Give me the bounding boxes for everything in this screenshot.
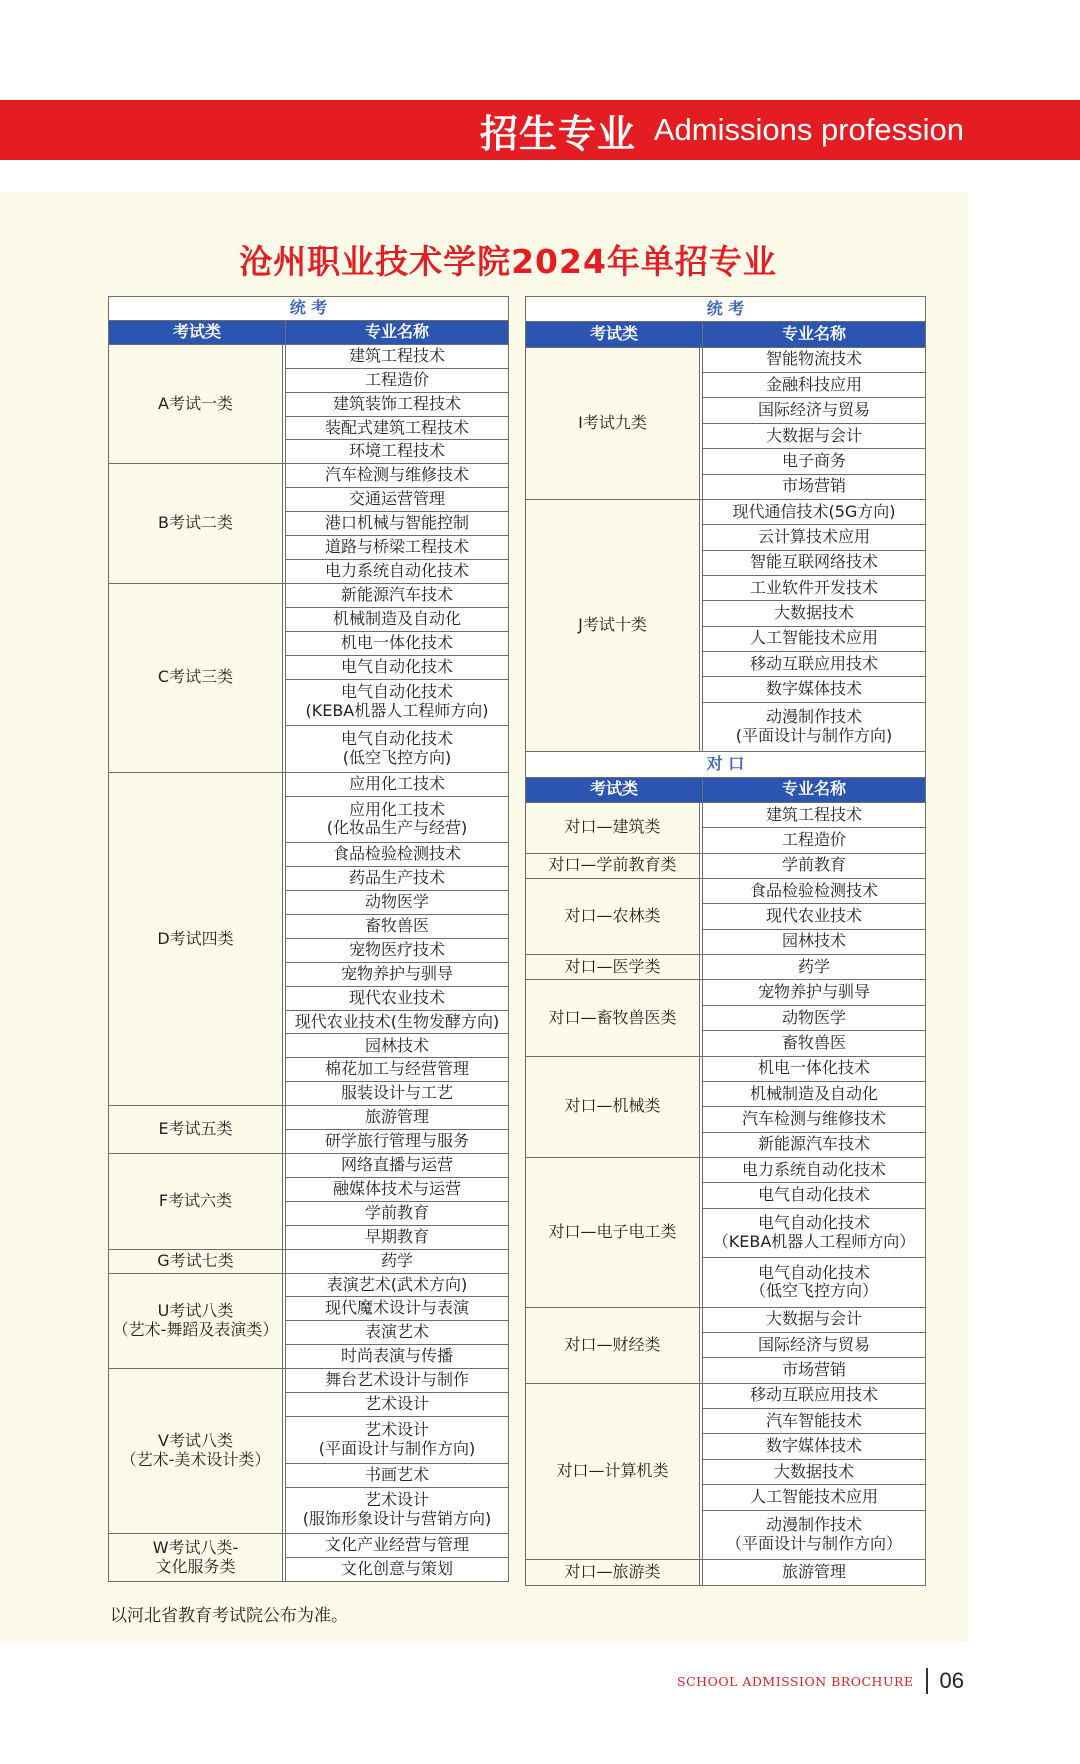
major-name: 表演艺术(武术方向) — [286, 1273, 509, 1297]
exam-category: F考试六类 — [109, 1154, 283, 1250]
major-name: 艺术设计 (服饰形象设计与营销方向) — [286, 1487, 509, 1534]
exam-category: C考试三类 — [109, 583, 283, 772]
major-name: 艺术设计 (平面设计与制作方向) — [286, 1416, 509, 1463]
exam-category: G考试七类 — [109, 1249, 283, 1273]
major-name: 宠物养护与驯导 — [286, 962, 509, 986]
major-name: 动漫制作技术 （平面设计与制作方向） — [703, 1510, 926, 1559]
major-name: 食品检验检测技术 — [703, 879, 926, 904]
major-name: 旅游管理 — [286, 1106, 509, 1130]
column-header-category: 考试类 — [109, 320, 286, 344]
major-name: 融媒体技术与运营 — [286, 1177, 509, 1201]
major-name: 建筑工程技术 — [703, 802, 926, 827]
major-name: 交通运营管理 — [286, 488, 509, 512]
major-name: 研学旅行管理与服务 — [286, 1130, 509, 1154]
table-row — [109, 1249, 509, 1273]
table-row — [109, 1369, 509, 1393]
major-name: 移动互联应用技术 — [703, 1383, 926, 1408]
major-name: 人工智能技术应用 — [703, 1485, 926, 1510]
exam-category: 对口—农林类 — [526, 879, 700, 955]
section-row — [526, 297, 926, 322]
major-name: 道路与桥梁工程技术 — [286, 536, 509, 560]
table-row — [526, 802, 926, 827]
major-name: 电气自动化技术 (低空飞控方向) — [286, 726, 509, 773]
table-row — [526, 980, 926, 1005]
exam-category: B考试二类 — [109, 464, 283, 584]
major-name: 时尚表演与传播 — [286, 1345, 509, 1369]
major-name: 机电一体化技术 — [286, 631, 509, 655]
exam-category: 对口—医学类 — [526, 955, 700, 980]
major-name: 药学 — [703, 955, 926, 980]
major-name: 药学 — [286, 1249, 509, 1273]
section-row — [526, 752, 926, 777]
major-name: 舞台艺术设计与制作 — [286, 1369, 509, 1393]
major-name: 旅游管理 — [703, 1559, 926, 1585]
major-name: 智能互联网络技术 — [703, 550, 926, 575]
major-name: 大数据与会计 — [703, 1307, 926, 1332]
table-row — [526, 1559, 926, 1585]
major-name: 建筑工程技术 — [286, 344, 509, 368]
page-number: 06 — [939, 1668, 964, 1693]
header-banner — [0, 100, 1080, 160]
major-name: 宠物养护与驯导 — [703, 980, 926, 1005]
major-name: 文化创意与策划 — [286, 1558, 509, 1582]
major-name: 电气自动化技术 （低空飞控方向） — [703, 1258, 926, 1307]
major-name: 国际经济与贸易 — [703, 398, 926, 423]
major-name: 装配式建筑工程技术 — [286, 416, 509, 440]
major-name: 棉花加工与经营管理 — [286, 1058, 509, 1082]
major-name: 学前教育 — [703, 853, 926, 878]
column-header-major: 专业名称 — [703, 777, 926, 802]
table-row — [526, 347, 926, 372]
major-name: 港口机械与智能控制 — [286, 512, 509, 536]
footer-divider — [926, 1668, 928, 1694]
table-row — [109, 344, 509, 368]
major-name: 国际经济与贸易 — [703, 1332, 926, 1357]
major-name: 应用化工技术 — [286, 772, 509, 796]
major-name: 市场营销 — [703, 474, 926, 499]
exam-category: I考试九类 — [526, 347, 700, 499]
left-majors-table — [108, 296, 509, 1582]
table-row — [526, 853, 926, 878]
major-name: 动漫制作技术 (平面设计与制作方向) — [703, 702, 926, 751]
table-row — [109, 464, 509, 488]
page-footer — [677, 1668, 964, 1694]
major-name: 工业软件开发技术 — [703, 575, 926, 600]
major-name: 药品生产技术 — [286, 867, 509, 891]
major-name: 畜牧兽医 — [703, 1031, 926, 1056]
table-row — [526, 1157, 926, 1182]
major-name: 云计算技术应用 — [703, 525, 926, 550]
major-name: 汽车检测与维修技术 — [703, 1107, 926, 1132]
major-name: 电力系统自动化技术 — [286, 559, 509, 583]
major-name: 电子商务 — [703, 449, 926, 474]
major-name: 环境工程技术 — [286, 440, 509, 464]
major-name: 现代农业技术(生物发酵方向) — [286, 1010, 509, 1034]
major-name: 宠物医疗技术 — [286, 938, 509, 962]
major-name: 新能源汽车技术 — [703, 1132, 926, 1157]
column-header-row — [526, 322, 926, 347]
table-row — [526, 879, 926, 904]
major-name: 文化产业经营与管理 — [286, 1534, 509, 1558]
table-row — [109, 1154, 509, 1178]
exam-category: J考试十类 — [526, 499, 700, 751]
major-name: 大数据技术 — [703, 601, 926, 626]
major-name: 大数据与会计 — [703, 423, 926, 448]
major-name: 电气自动化技术 — [703, 1183, 926, 1208]
exam-category: 对口—电子电工类 — [526, 1157, 700, 1307]
footnote: 以河北省教育考试院公布为准。 — [110, 1606, 348, 1626]
major-name: 新能源汽车技术 — [286, 583, 509, 607]
major-name: 大数据技术 — [703, 1459, 926, 1484]
major-name: 金融科技应用 — [703, 373, 926, 398]
table-row — [109, 1273, 509, 1297]
right-majors-table — [525, 296, 926, 1586]
exam-category: 对口—学前教育类 — [526, 853, 700, 878]
major-name: 数字媒体技术 — [703, 677, 926, 702]
major-name: 智能物流技术 — [703, 347, 926, 372]
table-row — [526, 499, 926, 524]
table-row — [109, 1106, 509, 1130]
section-label: 统 考 — [109, 297, 509, 321]
exam-category: D考试四类 — [109, 772, 283, 1105]
column-header-category: 考试类 — [526, 322, 703, 347]
table-row — [526, 1307, 926, 1332]
section-row — [109, 297, 509, 321]
exam-category: 对口—财经类 — [526, 1307, 700, 1383]
major-name: 工程造价 — [703, 828, 926, 853]
major-name: 人工智能技术应用 — [703, 626, 926, 651]
major-name: 服装设计与工艺 — [286, 1082, 509, 1106]
table-row — [526, 1056, 926, 1081]
column-header-major: 专业名称 — [703, 322, 926, 347]
exam-category: A考试一类 — [109, 344, 283, 464]
major-name: 食品检验检测技术 — [286, 843, 509, 867]
major-name: 艺术设计 — [286, 1393, 509, 1417]
column-header-category: 考试类 — [526, 777, 703, 802]
major-name: 机械制造及自动化 — [703, 1081, 926, 1106]
major-name: 汽车检测与维修技术 — [286, 464, 509, 488]
major-name: 现代农业技术 — [286, 986, 509, 1010]
major-name: 园林技术 — [286, 1034, 509, 1058]
major-name: 早期教育 — [286, 1225, 509, 1249]
exam-category: U考试八类 （艺术-舞蹈及表演类） — [109, 1273, 283, 1369]
major-name: 园林技术 — [703, 929, 926, 954]
table-row — [526, 1383, 926, 1408]
header-title-en: Admissions profession — [653, 112, 964, 147]
exam-category: 对口—计算机类 — [526, 1383, 700, 1559]
major-name: 建筑装饰工程技术 — [286, 392, 509, 416]
major-name: 电气自动化技术 — [286, 655, 509, 679]
major-name: 数字媒体技术 — [703, 1434, 926, 1459]
table-row — [109, 1534, 509, 1558]
section-label: 对 口 — [526, 752, 926, 777]
brochure-label: SCHOOL ADMISSION BROCHURE — [677, 1673, 914, 1689]
exam-category: E考试五类 — [109, 1106, 283, 1154]
table-row — [109, 583, 509, 607]
exam-category: 对口—建筑类 — [526, 802, 700, 853]
column-header-row — [109, 320, 509, 344]
major-name: 应用化工技术 (化妆品生产与经营) — [286, 796, 509, 843]
table-row — [109, 772, 509, 796]
table-row — [526, 955, 926, 980]
major-name: 网络直播与运营 — [286, 1154, 509, 1178]
major-name: 现代农业技术 — [703, 904, 926, 929]
major-name: 工程造价 — [286, 368, 509, 392]
major-name: 畜牧兽医 — [286, 914, 509, 938]
major-name: 表演艺术 — [286, 1321, 509, 1345]
column-header-major: 专业名称 — [286, 320, 509, 344]
major-name: 市场营销 — [703, 1358, 926, 1383]
major-name: 移动互联应用技术 — [703, 652, 926, 677]
major-name: 汽车智能技术 — [703, 1409, 926, 1434]
major-name: 动物医学 — [286, 891, 509, 915]
major-name: 现代魔术设计与表演 — [286, 1297, 509, 1321]
major-name: 机电一体化技术 — [703, 1056, 926, 1081]
major-name: 电气自动化技术 （KEBA机器人工程师方向） — [703, 1208, 926, 1257]
exam-category: W考试八类- 文化服务类 — [109, 1534, 283, 1582]
header-title-zh: 招生专业 — [479, 111, 636, 156]
exam-category: V考试八类 （艺术-美术设计类） — [109, 1369, 283, 1534]
page-title: 沧州职业技术学院2024年单招专业 — [239, 242, 777, 281]
exam-category: 对口—机械类 — [526, 1056, 700, 1157]
major-name: 现代通信技术(5G方向) — [703, 499, 926, 524]
major-name: 机械制造及自动化 — [286, 607, 509, 631]
major-name: 书画艺术 — [286, 1463, 509, 1487]
exam-category: 对口—旅游类 — [526, 1559, 700, 1585]
major-name: 电气自动化技术 (KEBA机器人工程师方向) — [286, 679, 509, 726]
major-name: 动物医学 — [703, 1005, 926, 1030]
exam-category: 对口—畜牧兽医类 — [526, 980, 700, 1056]
section-label: 统 考 — [526, 297, 926, 322]
major-name: 学前教育 — [286, 1201, 509, 1225]
column-header-row — [526, 777, 926, 802]
major-name: 电力系统自动化技术 — [703, 1157, 926, 1182]
